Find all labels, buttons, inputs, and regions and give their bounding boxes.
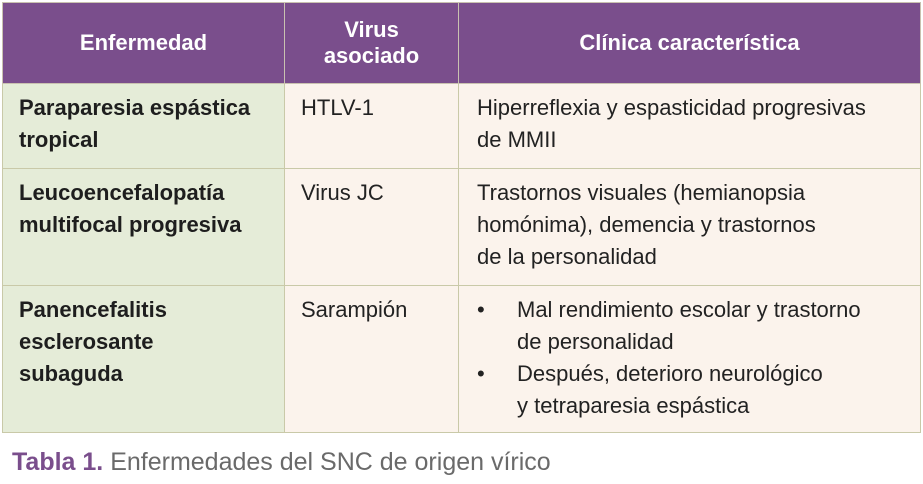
virus-cell: HTLV-1 [285, 84, 459, 169]
table-row [3, 169, 921, 286]
bullet-icon: • [477, 297, 485, 322]
table-row [3, 84, 921, 169]
virus-cell: Sarampión [285, 286, 459, 433]
bullet-item [477, 294, 904, 358]
clinical-bullet-list [477, 294, 904, 422]
bullet-icon: • [477, 361, 485, 386]
clinical-cell: Trastornos visuales (hemianopsia homónima), demencia y trastornos de la personalidad [459, 169, 921, 286]
virus-cell: Virus JC [285, 169, 459, 286]
header-clinica: Clínica característica [459, 3, 921, 84]
caption-label: Tabla 1. [12, 448, 104, 476]
header-virus-asociado: Virus asociado [285, 3, 459, 84]
table-header-row [3, 3, 921, 84]
disease-table [2, 2, 921, 433]
clinical-cell: Hiperreflexia y espasticidad progresivas de MMII [459, 84, 921, 169]
disease-cell: Panencefalitis esclerosante subaguda [3, 286, 285, 433]
table-row [3, 286, 921, 433]
bullet-item [477, 358, 904, 422]
table-caption [12, 446, 551, 478]
header-enfermedad: Enfermedad [3, 3, 285, 84]
disease-cell: Leucoencefalopatía multifocal progresiva [3, 169, 285, 286]
bullet-text: Mal rendimiento escolar y trastorno de personalidad [517, 297, 861, 354]
caption-text: Enfermedades del SNC de origen vírico [103, 448, 551, 476]
bullet-text: Después, deterioro neurológico y tetraparesia espástica [517, 361, 823, 418]
clinical-cell [459, 286, 921, 433]
disease-cell: Paraparesia espástica tropical [3, 84, 285, 169]
